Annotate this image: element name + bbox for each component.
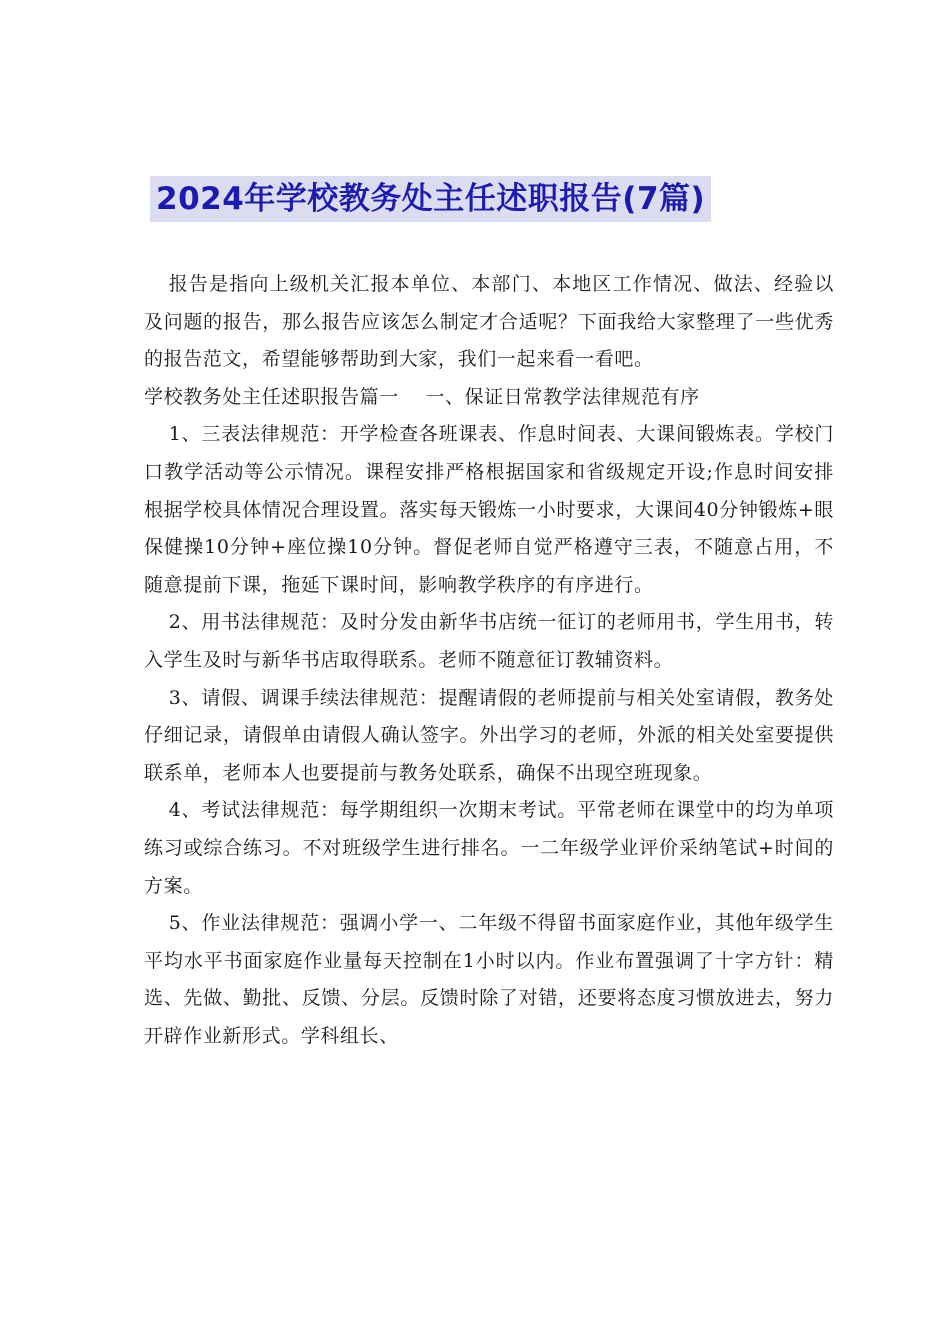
document-body	[144, 266, 834, 1055]
paragraph-5: 5、作业法律规范：强调小学一、二年级不得留书面家庭作业，其他年级学生平均水平书面家庭作业量每天控制在1小时以内。作业布置强调了十字方针：精选、先做、勤批、反馈、分层。反馈时除了对错，还要将态度习惯放进去，努力开辟作业新形式。学科组长、	[144, 912, 834, 1047]
paragraph-2: 2、用书法律规范：及时分发由新华书店统一征订的老师用书，学生用书，转入学生及时与新华书店取得联系。老师不随意征订教辅资料。	[144, 611, 834, 671]
intro-paragraph: 报告是指向上级机关汇报本单位、本部门、本地区工作情况、做法、经验以及问题的报告，那么报告应该怎么制定才合适呢？下面我给大家整理了一些优秀的报告范文，希望能够帮助到大家，我们一起来看一看吧。	[144, 273, 834, 371]
paragraph-1: 1、三表法律规范：开学检查各班课表、作息时间表、大课间锻炼表。学校门口教学活动等公示情况。课程安排严格根据国家和省级规定开设;作息时间安排根据学校具体情况合理设置。落实每天锻炼一小时要求，大课间40分钟锻炼+眼保健操10分钟+座位操10分钟。督促老师自觉严格遵守三表，不随意占用，不随意提前下课，拖延下课时间，影响教学秩序的有序进行。	[144, 423, 834, 596]
paragraph-3: 3、请假、调课手续法律规范：提醒请假的老师提前与相关处室请假，教务处仔细记录，请假单由请假人确认签字。外出学习的老师，外派的相关处室要提供联系单，老师本人也要提前与教务处联系，确保不出现空班现象。	[144, 686, 834, 784]
section-heading: 学校教务处主任述职报告篇一 一、保证日常教学法律规范有序	[144, 385, 700, 408]
paragraph-4: 4、考试法律规范：每学期组织一次期末考试。平常老师在课堂中的均为单项练习或综合练习。不对班级学生进行排名。一二年级学业评价采纳笔试+时间的方案。	[144, 799, 834, 897]
document-title: 2024年学校教务处主任述职报告(7篇)	[150, 176, 711, 222]
